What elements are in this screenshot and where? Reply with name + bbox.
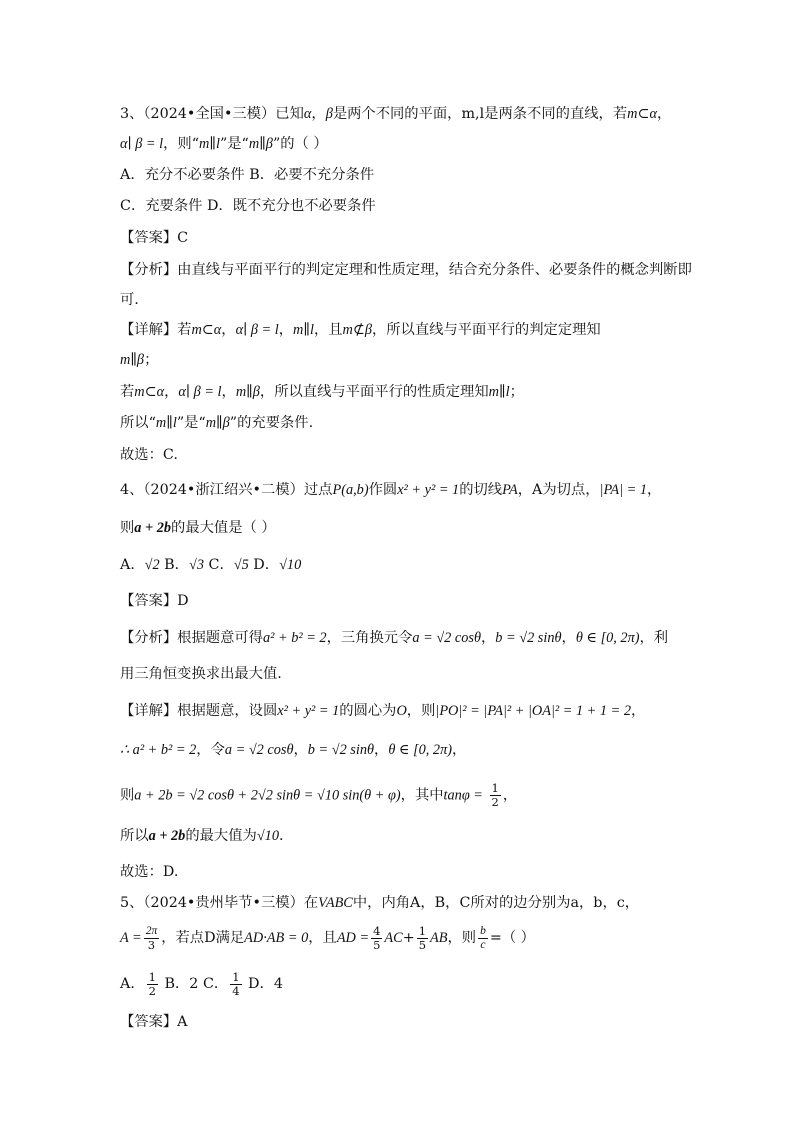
q4-detail-line2: ∴ a² + b² = 2，令a = √2 cosθ，b = √2 sinθ，θ ∈ [0, 2π)，: [120, 742, 467, 758]
q3-stem-line1: 3、（2024•全国•三模）已知α，β是两个不同的平面，m,l是两条不同的直线，若m⊂α，: [120, 106, 672, 122]
q3-choose: 故选：C.: [120, 447, 178, 463]
q4-choose: 故选：D.: [120, 864, 179, 880]
q5-options: A． $\frac{1}{2}$ B．2 C． $\frac{1}{4}$ D．4: [120, 969, 283, 998]
q4-detail-line3: 则a + 2b = √2 cosθ + 2√2 sinθ = √10 sin(θ + φ)，其中tanφ = $\frac{1}{2}$ ，: [120, 781, 518, 809]
q4-analysis-line1: 【分析】根据题意可得a² + b² = 2，三角换元令a = √2 cosθ，b = √2 sinθ，θ ∈ [0, 2π)，利: [120, 630, 669, 646]
q3-detail-line3: 若m⊂α，α∣ β = l，m∥β，所以直线与平面平行的性质定理知m∥l；: [120, 384, 524, 400]
q3-conclusion: 所以“m∥l”是“m∥β”的充要条件.: [120, 415, 314, 431]
fraction-4-5: $\frac{4}{5}$: [373, 923, 381, 952]
q4-analysis-line2: 用三角恒变换求出最大值.: [120, 666, 282, 682]
fraction-2pi-3: $\frac{2\pi}{3}$: [145, 924, 158, 952]
q3-detail-line2: m∥β；: [120, 352, 159, 368]
q4-conclusion: 所以a + 2b的最大值为√10.: [120, 828, 284, 844]
q4-answer: 【答案】D: [120, 593, 189, 609]
fraction-one-half: $\frac{1}{2}$: [491, 781, 499, 809]
q3-answer: 【答案】C: [120, 230, 189, 246]
q5-stem-line2: A = $\frac{2\pi}{3}$ ，若点D满足AD·AB = 0，且AD = $\frac{4}{5}$ AC+ $\frac{1}{5}$ AB，则 $\frac{b}{c}$ =（ ）: [120, 923, 535, 952]
q3-options-cd: C．充要条件 D．既不充分也不必要条件: [120, 198, 376, 214]
q4-detail-line1: 【详解】根据题意，设圆x² + y² = 1的圆心为O，则|PO|² = |PA|² + |OA|² = 1 + 1 = 2，: [120, 703, 646, 719]
fraction-option-c: $\frac{1}{4}$: [232, 969, 240, 998]
q4-options: A．√2 B．√3 C．√5 D．√10: [120, 557, 302, 573]
q4-stem-line2: 则a + 2b的最大值是（ ）: [120, 520, 276, 536]
q3-detail-line1: 【详解】若m⊂α，α∣ β = l，m∥l，且m⊄β，所以直线与平面平行的判定定理知: [120, 322, 601, 338]
q4-stem-line1: 4、（2024•浙江绍兴•二模）过点P(a,b)作圆x² + y² = 1的切线PA，A为切点，|PA| = 1，: [120, 482, 662, 498]
fraction-1-5: $\frac{1}{5}$: [418, 923, 427, 952]
q3-analysis-line2: 可.: [120, 292, 139, 308]
fraction-option-a: $\frac{1}{2}$: [148, 969, 156, 998]
q5-answer: 【答案】A: [120, 1014, 188, 1030]
q3-options-ab: A．充分不必要条件 B．必要不充分条件: [120, 167, 375, 183]
fraction-b-c: $\frac{b}{c}$: [480, 924, 486, 951]
q3-stem-line2: α∣ β = l，则“m∥l”是“m∥β”的（ ）: [120, 136, 328, 152]
q3-analysis-line1: 【分析】由直线与平面平行的判定定理和性质定理，结合充分条件、必要条件的概念判断即: [120, 262, 692, 278]
q5-stem-line1: 5、（2024•贵州毕节•三模）在VABC中，内角A，B，C所对的边分别为a，b，c，: [120, 895, 640, 911]
